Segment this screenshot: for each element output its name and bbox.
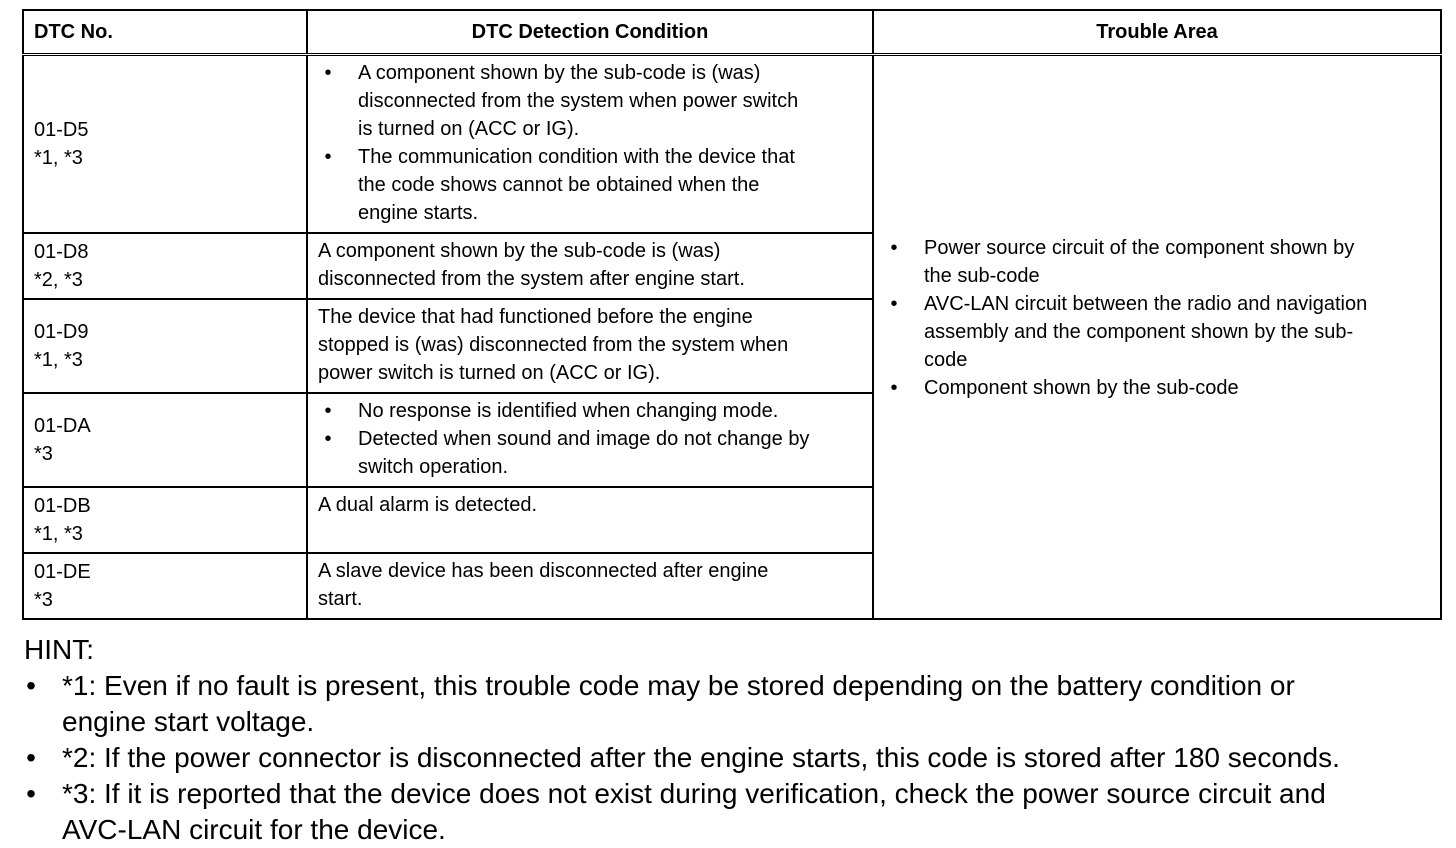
bullet-icon: • [890,292,898,315]
condition-line: disconnected from the system after engine start. [318,267,745,290]
dtc-note: *1, *3 [34,522,83,545]
dtc-cell [23,55,307,233]
dtc-cell [23,487,307,553]
trouble-line: the sub-code [924,264,1040,287]
trouble-line: assembly and the component shown by the sub- [924,320,1354,343]
trouble-bullet [884,374,1430,402]
trouble-line: Component shown by the sub-code [924,376,1239,399]
dtc-cell [23,393,307,487]
trouble-bullet [884,290,1430,374]
hint-line: *1: Even if no fault is present, this trouble code may be stored depending on the battery condition or [62,670,1295,701]
condition-line: the code shows cannot be obtained when the [358,174,760,196]
dtc-note: *3 [34,442,53,465]
condition-bullet-list [318,59,862,227]
condition-cell [307,299,873,393]
trouble-line: code [924,348,968,371]
hint-line: *2: If the power connector is disconnected after the engine starts, this code is stored after 180 seconds. [62,742,1340,773]
dtc-table [22,9,1442,620]
bullet-icon: • [26,670,36,701]
bullet-icon: • [890,376,898,399]
condition-line: Detected when sound and image do not change by [358,427,810,450]
trouble-area-cell [873,55,1441,619]
dtc-code: 01-D9 [34,320,89,343]
condition-cell [307,55,873,233]
bullet-icon: • [324,399,332,422]
dtc-note: *1, *3 [34,146,83,169]
dtc-note: *2, *3 [34,268,83,291]
trouble-bullet [884,234,1430,290]
dtc-note: *1, *3 [34,348,83,371]
hint-item [24,776,1444,848]
header-detection-condition: DTC Detection Condition [307,10,873,55]
header-dtc-no: DTC No. [23,10,307,55]
condition-line: is turned on (ACC or IG). [358,118,580,140]
hint-line: AVC-LAN circuit for the device. [62,814,446,845]
trouble-line: AVC-LAN circuit between the radio and navigation [924,292,1368,315]
bullet-icon: • [324,62,332,84]
condition-bullet [318,397,862,425]
condition-cell [307,393,873,487]
bullet-icon: • [324,427,332,450]
condition-line: engine starts. [358,202,479,224]
hint-item [24,668,1444,740]
condition-line: A component shown by the sub-code is (was) [358,62,761,84]
dtc-code: 01-D8 [34,240,89,263]
trouble-bullet-list [884,234,1430,402]
condition-line: disconnected from the system when power switch [358,90,799,112]
condition-bullet [318,425,862,481]
bullet-icon: • [26,778,36,809]
condition-bullet-list [318,397,862,481]
trouble-line: Power source circuit of the component shown by [924,236,1355,259]
condition-cell [307,553,873,619]
condition-bullet [318,143,862,227]
condition-line: The communication condition with the device that [358,146,795,168]
dtc-code: 01-D5 [34,118,89,141]
bullet-icon: • [324,146,332,168]
dtc-code: 01-DE [34,560,91,583]
dtc-code: 01-DB [34,494,91,517]
condition-line: The device that had functioned before the engine [318,305,753,328]
dtc-note: *3 [34,588,53,611]
table-row [23,55,1441,233]
header-trouble-area: Trouble Area [873,10,1441,55]
dtc-code: 01-DA [34,414,91,437]
hint-section [24,632,1444,848]
condition-line: start. [318,587,363,610]
dtc-cell [23,553,307,619]
condition-cell [307,487,873,553]
condition-line: power switch is turned on (ACC or IG). [318,361,661,384]
dtc-cell [23,299,307,393]
condition-cell [307,233,873,299]
condition-line: A component shown by the sub-code is (was) [318,239,721,262]
condition-line: stopped is (was) disconnected from the system when [318,333,789,356]
hint-line: *3: If it is reported that the device does not exist during verification, check the power source circuit and [62,778,1326,809]
hint-title: HINT: [24,634,94,665]
condition-line: A dual alarm is detected. [318,493,538,516]
condition-line: No response is identified when changing mode. [358,399,779,422]
dtc-cell [23,233,307,299]
hint-item [24,740,1444,776]
hint-line: engine start voltage. [62,706,315,737]
condition-line: A slave device has been disconnected after engine [318,559,769,582]
bullet-icon: • [890,236,898,259]
table-header-row [23,10,1441,55]
hint-list [24,668,1444,848]
condition-bullet [318,59,862,143]
condition-line: switch operation. [358,455,509,478]
bullet-icon: • [26,742,36,773]
